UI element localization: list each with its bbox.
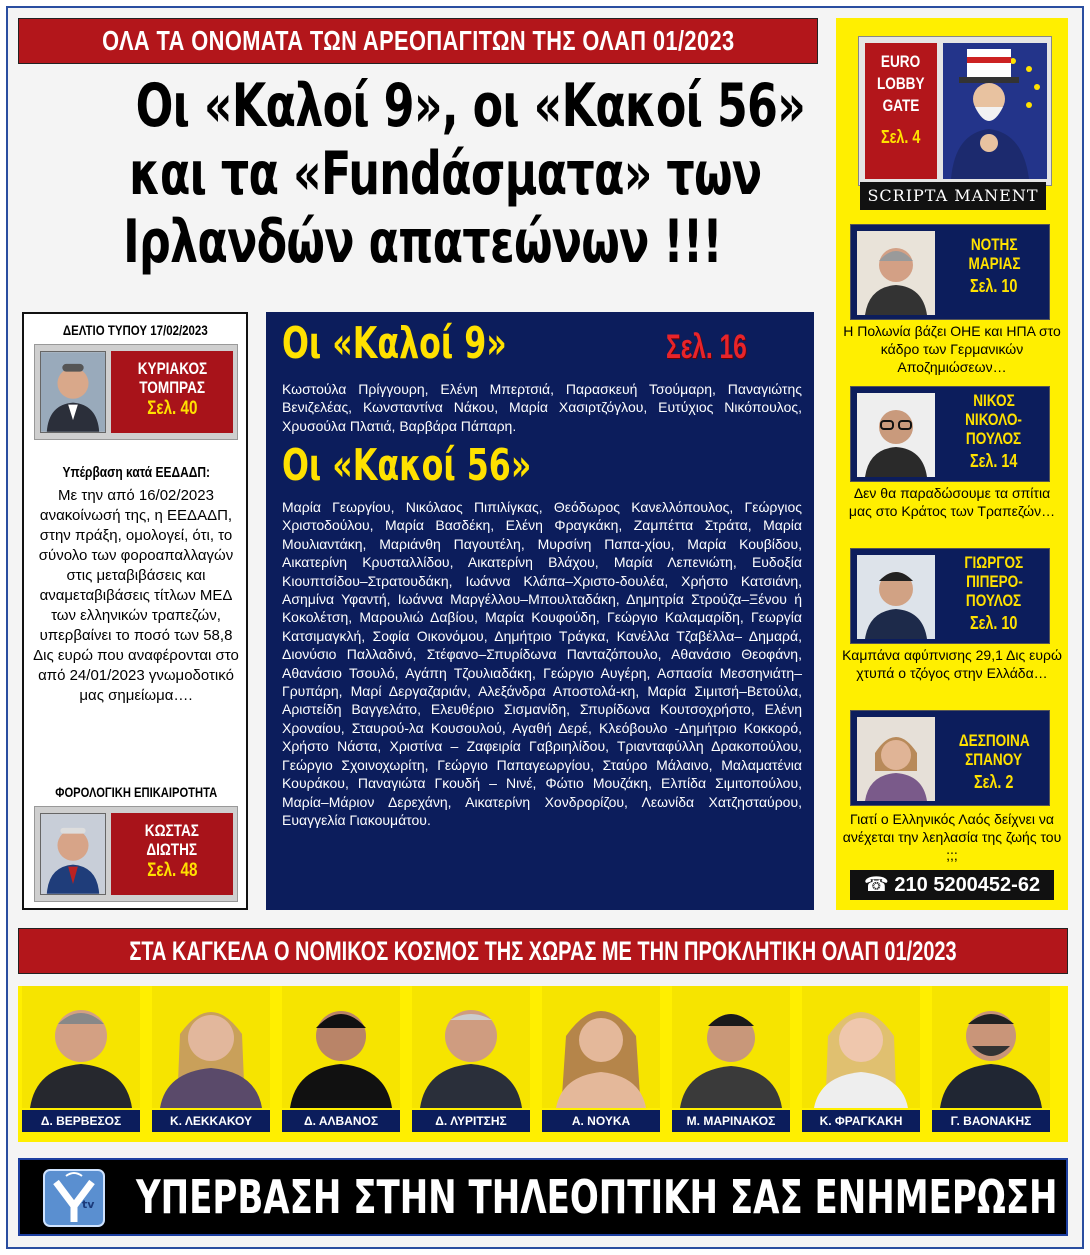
card-name-2: ΣΠΑΝΟΥ <box>965 750 1023 769</box>
judge-name: Κ. ΦΡΑΓΚΑΚΗ <box>802 1110 920 1132</box>
portrait-icon <box>40 351 106 433</box>
euro-lobby-gate-card[interactable] <box>858 36 1052 186</box>
portrait-icon <box>857 231 935 315</box>
card-name-3: ΠΟΥΛΟΣ <box>966 591 1022 610</box>
person-tag <box>111 351 233 433</box>
portrait-icon <box>672 986 790 1108</box>
right-card-tag <box>939 731 1049 795</box>
bottom-bar <box>18 1158 1068 1236</box>
right-card-tag <box>939 391 1049 474</box>
portrait-icon <box>22 986 140 1108</box>
excess-subhead: Υπέρβαση κατά ΕΕΔΑΔΠ: <box>62 464 210 481</box>
card-name-3: ΠΟΥΛΟΣ <box>966 429 1022 448</box>
scripta-manent-label: SCRIPTA MANENT <box>860 182 1046 210</box>
right-card-nikolopoulos[interactable] <box>850 386 1050 482</box>
headline-line-1: Οι «Καλοί 9», οι «Κακοί 56» <box>135 71 806 141</box>
person-name-2: ΤΟΜΠΡΑΣ <box>139 378 205 397</box>
bad-names: Μαρία Γεωργίου, Νικόλαος Πιπιλίγκας, Θεόδωρος Κανελλόπουλος, Γεώργιος Χριστοδούλου, Μαρία Βασδέκη, Ελένη Φραγκάκη, Ζαμπέττα Στράτα, Μαρία Μουλιαντάκη, Μαριάνθη Παγουτέλη, Μυρσίνη Παπα-χίου, Μαρία Κουβίδου, Αικατερίνη Κρυσταλλίδου, Αικατερίνη Βλάχου, Μαρία Λεπενιώτη, Ευδοξία Κιουπτσίδου–Στρατουδάκη, Ιωάννα Κλάπα–Χριστο-δουλέα, Χρήστο Κατσιάνη, Ασημίνα Υφαντή, Ιωάννα Μαργέλλου–Μπουλταδάκη, Δημητρία Στρούζα–Ξένου ή Κοκολέτση, Μαρουλιώ Δαβίου, Μαρία Κουφούδη, Γεώργιο Καλαμαρίδη, Γεωργία Κατσιμαγκλή, Σοφία Οικονόμου, Δημήτριο Τράγκα, Κανέλλα Τζαβέλλα– Δημαρά, Διονύσιο Παλλαδινό, Στέφανο–Σπυρίδωνα Πανταζόπουλο, Αθανάσιο Θεοφάνη, Αθανάσιο Τσουλό, Αγάπη Τζουλιαδάκη, Γεώργιο Αυγέρη, Ασπασία Μεσσηνιάτη–Γρυπάρη, Μαρί Δεργαζαριάν, Αλεξάνδρα Αποστολά-κη, Μαρία Σιμιτσή–Βετούλα, Αριστείδη Βαγγελάτο, Ελευθέριο Σισμανίδη, Σπυρίδωνα Κουτσοχρήστο, Ελένη Χροναίου, Σταυρού-λα Κουσουλού, Αγαθή Δερέ, Κλεόβουλο -Δημήτριο Κοκκορό, Χρήστο Νάστα, Χριστίνα – Ζαφειρία Γαβριηλίδου, Τριανταφύλλη Δρακοπούλου, Γεώργιο Σχοινοχωρίτη, Γεώργιο Παπαγεωργίου, Σταύρο Μάλαινο, Μαλαματένια Κουράκου, Παναγιώτα Γκουδή – Νινέ, Φώτιο Μουζάκη, Ελπίδα Σιμιτοπούλου, Μαρία–Μάριον Δερεχάνη, Αικατερίνη Χονδρορίζου, Λεωνίδα Χατζησταύρου, Ευαγγελία Γιακουμάτου. <box>282 499 802 828</box>
portrait-icon <box>857 393 935 477</box>
good-title: Οι «Καλοί 9» <box>282 318 507 369</box>
card-page: Σελ. 10 <box>970 613 1018 633</box>
top-banner-text: ΟΛΑ ΤΑ ΟΝΟΜΑΤΑ ΤΩΝ ΑΡΕΟΠΑΓΙΤΩΝ ΤΗΣ ΟΛΑΠ 01/2023 <box>101 25 735 56</box>
judge-card[interactable] <box>542 986 660 1132</box>
judge-name: Δ. ΑΛΒΑΝΟΣ <box>282 1110 400 1132</box>
names-box <box>266 312 814 910</box>
portrait-icon <box>542 986 660 1108</box>
right-card-tag <box>939 235 1049 299</box>
judge-name: Γ. ΒΑΟΝΑΚΗΣ <box>932 1110 1050 1132</box>
right-card-caption: Καμπάνα αφύπνισης 29,1 Δις ευρώ χτυπά ο τζόγος στην Ελλάδα… <box>842 647 1062 681</box>
portrait-icon <box>40 813 106 895</box>
right-card-marias[interactable] <box>850 224 1050 320</box>
card-name-1: ΔΕΣΠΟΙΝΑ <box>958 731 1030 750</box>
right-card-tag <box>939 553 1049 636</box>
uncle-sam-icon <box>943 43 1047 179</box>
person-name-1: ΚΩΣΤΑΣ <box>144 821 200 840</box>
card-page: Σελ. 10 <box>970 276 1018 296</box>
headline-line-2: και τα «Fundάσματα» των <box>129 139 762 209</box>
judge-name: Δ. ΛΥΡΙΤΣΗΣ <box>412 1110 530 1132</box>
judge-name: Α. ΝΟΥΚΑ <box>542 1110 660 1132</box>
person-tag <box>111 813 233 895</box>
judge-card[interactable] <box>412 986 530 1132</box>
portrait-icon <box>857 555 935 639</box>
portrait-icon <box>802 986 920 1108</box>
judge-card[interactable] <box>282 986 400 1132</box>
judge-card[interactable] <box>932 986 1050 1132</box>
bottom-slogan: ΥΠΕΡΒΑΣΗ ΣΤΗΝ ΤΗΛΕΟΠΤΙΚΗ ΣΑΣ ΕΝΗΜΕΡΩΣΗ <box>136 1170 1058 1224</box>
euro-tag <box>865 43 937 179</box>
right-card-piperopoulos[interactable] <box>850 548 1050 644</box>
card-name-2: ΝΙΚΟΛΟ- <box>965 410 1023 429</box>
right-column <box>836 18 1068 910</box>
press-release-box <box>22 312 248 910</box>
ytv-logo-icon[interactable] <box>42 1168 106 1228</box>
judges-row <box>18 986 1068 1142</box>
card-page: Σελ. 14 <box>970 451 1018 471</box>
judge-card[interactable] <box>152 986 270 1132</box>
good-names: Κωστούλα Πρίγγουρη, Ελένη Μπερτσιά, Παρασκευή Τσούμαρη, Παναγιώτης Βενιζελέας, Κωνσταντίνα Νάκου, Μαρία Χασιρτζόγλου, Ευτύχιος Νικόπουλος, Χρυσούλα Πλατιά, Βαρβάρα Πάπαρη. <box>282 381 802 434</box>
card-page: Σελ. 2 <box>974 772 1014 792</box>
svg-text:tv: tv <box>82 1198 95 1211</box>
judge-card[interactable] <box>802 986 920 1132</box>
bad-title: Οι «Κακοί 56» <box>282 440 532 491</box>
right-card-spanou[interactable] <box>850 710 1050 806</box>
top-banner <box>18 18 818 64</box>
phone-number[interactable] <box>850 870 1054 900</box>
card-name-2: ΠΙΠΕΡΟ- <box>965 572 1023 591</box>
portrait-icon <box>282 986 400 1108</box>
judge-card[interactable] <box>22 986 140 1132</box>
mid-banner-text: ΣΤΑ ΚΑΓΚΕΛΑ Ο ΝΟΜΙΚΟΣ ΚΟΣΜΟΣ ΤΗΣ ΧΩΡΑΣ ΜΕ ΤΗΝ ΠΡΟΚΛΗΤΙΚΗ ΟΛΑΠ 01/2023 <box>129 935 957 966</box>
good-page[interactable]: Σελ. 16 <box>666 328 747 366</box>
judge-card[interactable] <box>672 986 790 1132</box>
person-name-2: ΔΙΩΤΗΣ <box>146 840 198 859</box>
card-name-1: ΝΟΤΗΣ <box>970 235 1018 254</box>
card-name-2: ΜΑΡΙΑΣ <box>967 254 1020 273</box>
portrait-icon <box>857 717 935 801</box>
portrait-icon <box>412 986 530 1108</box>
tax-news-head: ΦΟΡΟΛΟΓΙΚΗ ΕΠΙΚΑΙΡΟΤΗΤΑ <box>55 784 217 800</box>
right-card-caption: Η Πολωνία βάζει ΟΗΕ και ΗΠΑ στο κάδρο των Γερμανικών Αποζημιώσεων… <box>843 323 1061 375</box>
person-name-1: ΚΥΡΙΑΚΟΣ <box>137 359 207 378</box>
judge-name: Κ. ΛΕΚΚΑΚΟΥ <box>152 1110 270 1132</box>
person-card-tombras[interactable] <box>34 344 238 440</box>
judge-name: Δ. ΒΕΡΒΕΣΟΣ <box>22 1110 140 1132</box>
headline-line-3: Ιρλανδών απατεώνων !!! <box>123 207 722 277</box>
telephone-icon: ☎ <box>863 874 889 896</box>
euro-page: Σελ. 4 <box>881 127 921 147</box>
headline <box>18 72 818 276</box>
person-page: Σελ. 40 <box>146 398 198 419</box>
euro-line-2: LOBBY <box>877 74 925 93</box>
mid-banner <box>18 928 1068 974</box>
card-name-1: ΓΙΩΡΓΟΣ <box>964 553 1024 572</box>
right-card-caption: Γιατί ο Ελληνικός Λαός δείχνει να ανέχεται την λεηλασία της ζωής του ;;; <box>842 811 1062 863</box>
portrait-icon <box>152 986 270 1108</box>
press-release-date: ΔΕΛΤΙΟ ΤΥΠΟΥ 17/02/2023 <box>62 322 208 338</box>
judge-name: Μ. ΜΑΡΙΝΑΚΟΣ <box>672 1110 790 1132</box>
card-name-1: ΝΙΚΟΣ <box>973 391 1015 410</box>
phone-text: 210 5200452-62 <box>894 874 1041 896</box>
euro-line-3: GATE <box>882 96 920 115</box>
right-card-caption: Δεν θα παραδώσουμε τα σπίτια μας στο Κράτος των Τραπεζών… <box>848 485 1056 519</box>
person-card-diotis[interactable] <box>34 806 238 902</box>
portrait-icon <box>932 986 1050 1108</box>
press-release-body: Με την από 16/02/2023 ανακοίνωσή της, η ΕΕΔΑΔΠ, στην πράξη, ομολογεί, ότι, το σύνολο των φοροαπαλλαγών στις μεταβιβάσεις και αναμεταβιβάσεις τίτλων ΜΕΔ των ελληνικών τραπεζών, υπερβαίνει το ποσό των 58,8 Δις ευρώ που αναφέρονται στο από 24/01/2023 γνωμοδοτικό μας σημείωμα…. <box>33 487 239 704</box>
euro-line-1: EURO <box>881 52 921 71</box>
person-page: Σελ. 48 <box>146 860 198 881</box>
